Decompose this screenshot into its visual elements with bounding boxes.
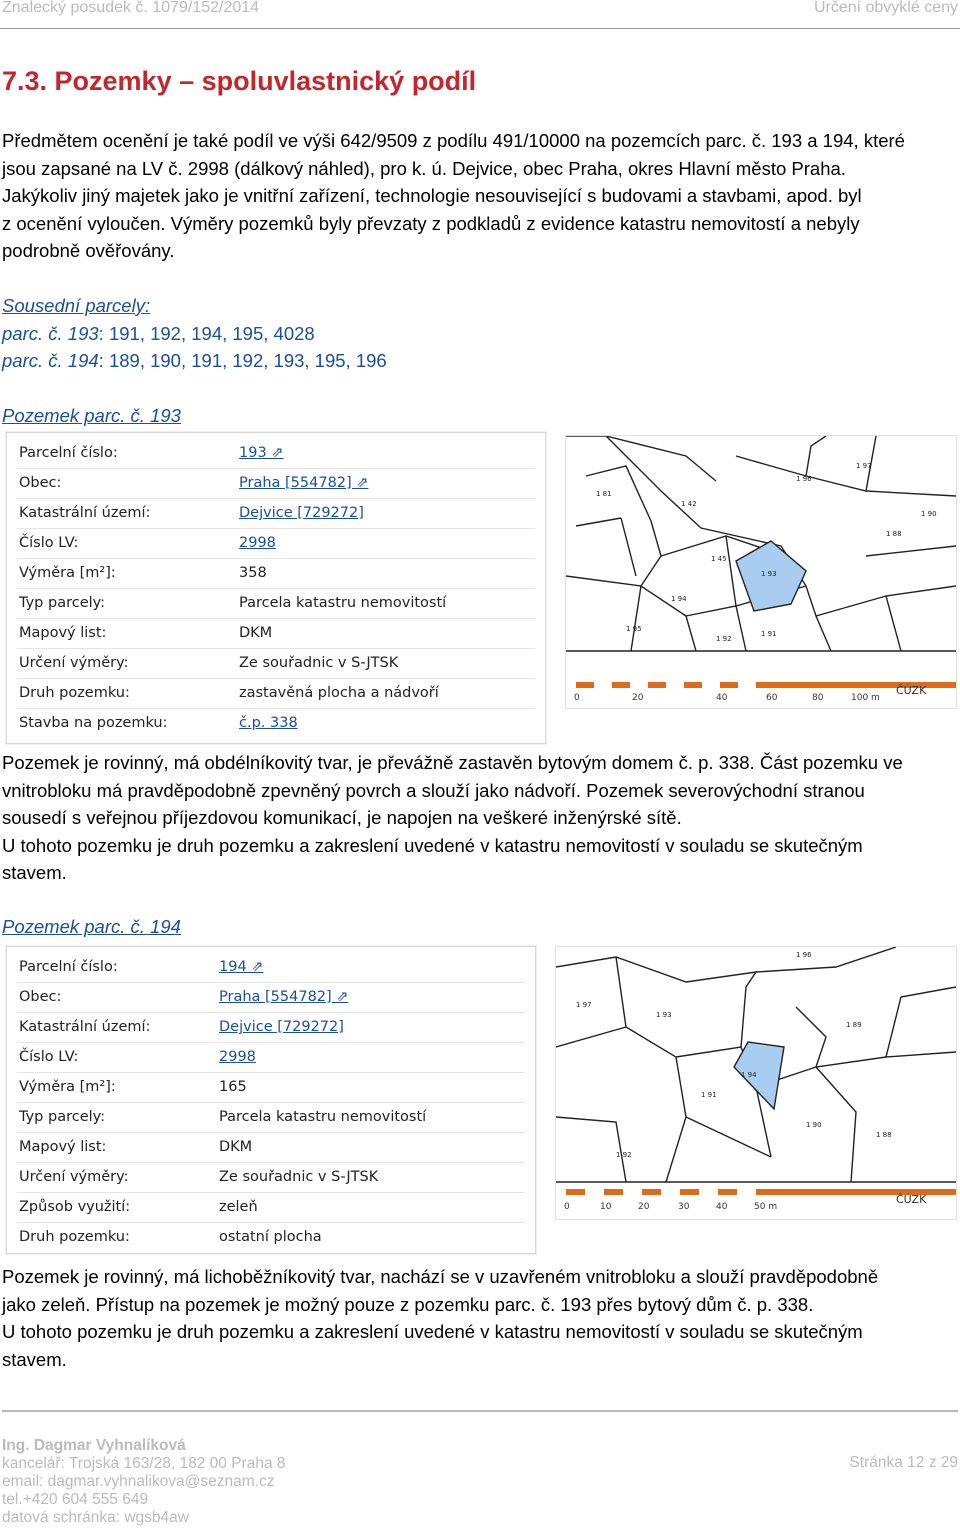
footer-email: email: dagmar.vyhnalikova@seznam.cz <box>2 1473 275 1490</box>
table-row-label: Způsob využití: <box>19 1199 131 1215</box>
svg-text:1 93: 1 93 <box>761 570 777 578</box>
table-row-link[interactable]: 193 ⇗ <box>239 445 284 461</box>
table-row-label: Katastrální území: <box>19 1019 151 1035</box>
intro-paragraph <box>2 127 952 265</box>
table-row-divider <box>17 1072 525 1073</box>
table-row-link[interactable]: Dejvice [729272] <box>239 505 364 521</box>
table-row-divider <box>17 498 535 499</box>
table-row-value: Ze souřadnic v S-JTSK <box>239 655 399 671</box>
table-row-label: Číslo LV: <box>19 1049 79 1065</box>
scale-label: 40 <box>716 1202 728 1212</box>
svg-text:1 90: 1 90 <box>806 1121 822 1129</box>
parcel-193-info-table <box>6 432 546 744</box>
description-line: vnitrobloku má pravděpodobně zpevněný povrch a slouží jako nádvoří. Pozemek severovýchodní stranou <box>2 779 865 801</box>
table-row-divider <box>17 982 525 983</box>
intro-line: podrobně ověřovány. <box>2 240 175 261</box>
scale-bar-segment <box>642 1189 661 1195</box>
table-row-link[interactable]: 194 ⇗ <box>219 959 264 975</box>
svg-text:1 91: 1 91 <box>761 630 777 638</box>
header-document-number: Znalecký posudek č. 1079/152/2014 <box>2 0 260 16</box>
svg-text:1 93: 1 93 <box>656 1011 672 1019</box>
table-row-value: zastavěná plocha a nádvoří <box>239 685 439 701</box>
intro-line: jsou zapsané na LV č. 2998 (dálkový náhled), pro k. ú. Dejvice, obec Praha, okres Hlavní město Praha. <box>2 157 846 179</box>
table-row-divider <box>17 1012 525 1013</box>
table-row-label: Katastrální území: <box>19 505 151 521</box>
scale-label: 10 <box>600 1202 612 1212</box>
parcel-193-description <box>2 749 952 887</box>
table-row-divider <box>17 708 535 709</box>
table-row-divider <box>17 588 535 589</box>
svg-text:1 42: 1 42 <box>681 500 697 508</box>
description-line: U tohoto pozemku je druh pozemku a zakreslení uvedené v katastru nemovitostí v souladu se skutečným <box>2 834 863 856</box>
scale-label: 0 <box>564 1202 570 1212</box>
table-row-label: Výměra [m²]: <box>19 1079 116 1095</box>
table-row-value: Parcela katastru nemovitostí <box>219 1109 427 1125</box>
parcel-193-cadastral-map <box>565 435 957 709</box>
table-row-divider <box>17 1222 525 1223</box>
scale-label: 20 <box>632 693 644 703</box>
table-row-divider <box>17 1192 525 1193</box>
header-section-name: Určení obvyklé ceny <box>813 0 958 16</box>
table-row-label: Číslo LV: <box>19 535 79 551</box>
scale-bar-segment <box>718 1189 737 1195</box>
table-row-label: Druh pozemku: <box>19 685 130 701</box>
scale-bar-segment <box>680 1189 699 1195</box>
scale-label: 0 <box>574 693 580 703</box>
scale-label: 100 m <box>851 693 880 703</box>
svg-text:1 91: 1 91 <box>701 1091 717 1099</box>
table-row-label: Parcelní číslo: <box>19 445 118 461</box>
table-row-divider <box>17 558 535 559</box>
svg-text:1 90: 1 90 <box>921 510 937 518</box>
cuzk-logo: ČÚZK <box>896 684 927 697</box>
svg-text:1 92: 1 92 <box>716 635 732 643</box>
table-row-label: Výměra [m²]: <box>19 565 116 581</box>
scale-label: 60 <box>766 693 778 703</box>
neighbors-heading: Sousední parcely: <box>2 295 151 316</box>
table-row-link[interactable]: 2998 <box>219 1049 256 1065</box>
footer-author-name: Ing. Dagmar Vyhnalíková <box>2 1437 186 1454</box>
cadastral-map-drawing <box>566 436 956 708</box>
table-row-divider <box>17 678 535 679</box>
table-row-value: ostatní plocha <box>219 1229 322 1245</box>
description-line: U tohoto pozemku je druh pozemku a zakreslení uvedené v katastru nemovitostí v souladu se skutečným <box>2 1321 863 1342</box>
parcel-194-description <box>2 1263 952 1373</box>
footer-office: kancelář: Trojská 163/28, 182 00 Praha 8 <box>2 1455 286 1472</box>
description-line: Pozemek je rovinný, má obdélníkovitý tvar, je převážně zastavěn bytovým domem č. p. 338. Část pozemku ve <box>2 752 903 773</box>
svg-text:1 97: 1 97 <box>856 462 872 470</box>
neighbors-parcel-label: parc. č. 194 <box>2 350 99 371</box>
svg-text:1 81: 1 81 <box>596 490 612 498</box>
svg-text:1 96: 1 96 <box>796 951 812 959</box>
description-line: stavem. <box>2 862 67 883</box>
neighbors-row-194 <box>2 347 387 375</box>
table-row-value: 358 <box>239 565 267 581</box>
neighbors-parcel-list: : 191, 192, 194, 195, 4028 <box>98 323 315 344</box>
scale-label: 80 <box>812 693 824 703</box>
section-title: 7.3. Pozemky – spoluvlastnický podíl <box>2 66 477 96</box>
scale-bar-segment <box>684 682 702 688</box>
footer-divider <box>2 1410 958 1412</box>
table-row-label: Obec: <box>19 989 62 1005</box>
table-row-divider <box>17 618 535 619</box>
parcel-194-info-table <box>6 946 536 1254</box>
description-line: jako zeleň. Přístup na pozemek je možný pouze z pozemku parc. č. 193 přes bytový dům č. p. 338. <box>2 1293 814 1315</box>
scale-label: 20 <box>638 1202 650 1212</box>
neighbors-row-193 <box>2 320 315 348</box>
svg-text:1 92: 1 92 <box>616 1151 632 1159</box>
table-row-divider <box>17 1132 525 1133</box>
table-row-link[interactable]: č.p. 338 <box>239 715 298 731</box>
scale-bar-segment <box>720 682 738 688</box>
parcel-194-heading: Pozemek parc. č. 194 <box>2 916 181 937</box>
table-row-divider <box>17 648 535 649</box>
scale-bar-segment <box>566 1189 585 1195</box>
svg-text:1 94: 1 94 <box>741 1071 757 1079</box>
table-row-label: Mapový list: <box>19 1139 107 1155</box>
intro-line: Jakýkoliv jiný majetek jako je vnitřní zařízení, technologie nesouvisející s budovami a stavbami, apod. byl <box>2 185 862 206</box>
table-row-value: DKM <box>239 625 273 641</box>
scale-label: 30 <box>678 1202 690 1212</box>
neighbors-parcel-label: parc. č. 193 <box>2 323 99 344</box>
cadastral-map-drawing <box>556 947 956 1219</box>
table-row-link[interactable]: Praha [554782] ⇗ <box>239 475 369 491</box>
scale-bar-segment <box>612 682 630 688</box>
svg-text:1 94: 1 94 <box>671 595 687 603</box>
table-row-value: Parcela katastru nemovitostí <box>239 595 447 611</box>
svg-text:1 45: 1 45 <box>711 555 727 563</box>
neighbors-parcel-list: : 189, 190, 191, 192, 193, 195, 196 <box>98 350 387 371</box>
table-row-label: Parcelní číslo: <box>19 959 118 975</box>
intro-line: z ocenění vyloučen. Výměry pozemků byly převzaty z podkladů z evidence katastru nemovitostí a nebyly <box>2 212 860 234</box>
parcel-193-heading: Pozemek parc. č. 193 <box>2 405 181 426</box>
table-row-divider <box>17 528 535 529</box>
table-row-link[interactable]: 2998 <box>239 535 276 551</box>
table-row-divider <box>17 1102 525 1103</box>
svg-text:1 89: 1 89 <box>846 1021 862 1029</box>
description-line: sousedí s veřejnou příjezdovou komunikací, je napojen na veškeré inženýrské sítě. <box>2 807 682 828</box>
table-row-label: Typ parcely: <box>19 595 106 611</box>
table-row-value: DKM <box>219 1139 253 1155</box>
table-row-label: Stavba na pozemku: <box>19 715 168 731</box>
svg-text:1 96: 1 96 <box>796 475 812 483</box>
footer-phone: tel.+420 604 555 649 <box>2 1491 149 1508</box>
table-row-divider <box>17 468 535 469</box>
description-line: stavem. <box>2 1348 67 1370</box>
scale-bar-segment <box>604 1189 623 1195</box>
footer-databox: datová schránka: wgsb4aw <box>2 1509 189 1526</box>
table-row-divider <box>17 1042 525 1043</box>
intro-line: Předmětem ocenění je také podíl ve výši 642/9509 z podílu 491/10000 na pozemcích parc. č. 193 a 194, které <box>2 130 905 151</box>
table-row-link[interactable]: Praha [554782] ⇗ <box>219 989 349 1005</box>
scale-bar-segment <box>648 682 666 688</box>
scale-label: 40 <box>716 693 728 703</box>
table-row-label: Druh pozemku: <box>19 1229 130 1245</box>
parcel-194-cadastral-map <box>555 946 957 1220</box>
table-row-label: Určení výměry: <box>19 655 129 671</box>
svg-text:1 88: 1 88 <box>886 530 902 538</box>
table-row-value: zeleň <box>219 1199 258 1215</box>
svg-text:1 88: 1 88 <box>876 1131 892 1139</box>
table-row-label: Určení výměry: <box>19 1169 129 1185</box>
page-header <box>0 0 960 30</box>
table-row-divider <box>17 1162 525 1163</box>
table-row-value: 165 <box>219 1079 247 1095</box>
scale-label: 50 m <box>754 1202 778 1212</box>
cuzk-logo: ČÚZK <box>896 1193 927 1206</box>
table-row-value: Ze souřadnic v S-JTSK <box>219 1169 379 1185</box>
table-row-label: Mapový list: <box>19 625 107 641</box>
svg-text:1 97: 1 97 <box>576 1001 592 1009</box>
header-divider <box>0 28 960 29</box>
scale-bar-segment <box>576 682 594 688</box>
svg-text:1 95: 1 95 <box>626 625 642 633</box>
table-row-label: Typ parcely: <box>19 1109 106 1125</box>
table-row-link[interactable]: Dejvice [729272] <box>219 1019 344 1035</box>
footer-page-number: Stránka 12 z 29 <box>849 1454 958 1471</box>
table-row-label: Obec: <box>19 475 62 491</box>
description-line: Pozemek je rovinný, má lichoběžníkovitý tvar, nachází se v uzavřeném vnitrobloku a slouží pravděpodobně <box>2 1266 879 1287</box>
